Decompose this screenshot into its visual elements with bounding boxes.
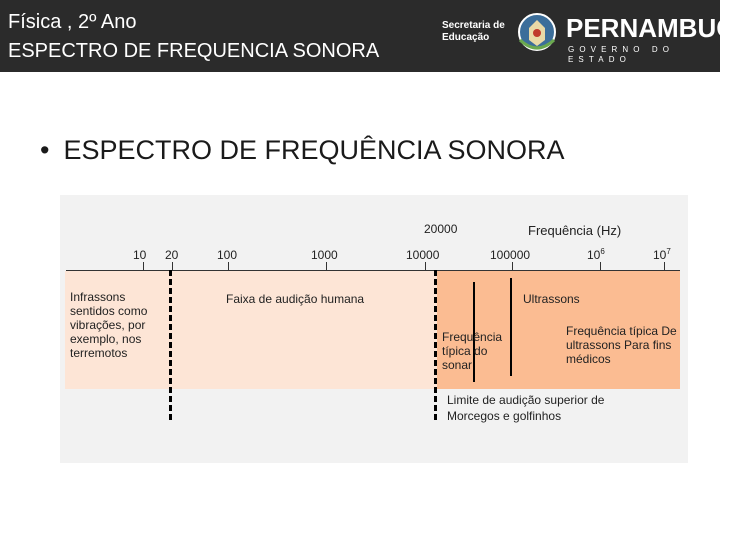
ultrasound-label: Ultrassons [523,292,580,306]
bats-dolphins-label-line1: Limite de audição superior de [447,393,605,407]
bullet-icon: • [40,135,50,165]
secretaria-label [442,20,505,44]
tick-label-20: 20 [165,248,179,262]
tick-mark-20 [172,262,173,271]
sonar-frequency-label: Frequência típica do sonar [442,330,503,372]
frequency-axis [66,270,680,271]
bats-dolphins-label-line2: Morcegos e golfinhos [447,409,562,423]
human-hearing-limit-dashed-line [434,270,437,420]
tick-label-1e6-base: 10 [587,248,601,262]
tick-mark-1e7 [664,262,665,271]
axis-title: Frequência (Hz) [528,223,622,238]
tick-label-1e6-exponent: 6 [600,247,605,256]
medical-ultrasound-label: Frequência típica De ultrassons Para fins médicos [566,324,677,366]
government-logo [442,8,755,64]
tick-mark-100000 [512,262,513,271]
tick-label-1000: 1000 [311,248,338,262]
tick-mark-1e6 [600,262,601,271]
tick-label-100: 100 [217,248,238,262]
header-title [8,8,379,66]
infrasound-label: Infrassons sentidos como vibrações, por exemplo, nos terremotos [70,290,148,360]
coat-of-arms-icon [516,10,558,56]
tick-mark-10000 [425,262,426,271]
secretaria-line2: Educação [442,32,490,43]
human-hearing-label: Faixa de audição humana [226,292,365,306]
brand-name: PERNAMBUCO [566,13,755,43]
tick-mark-100 [228,262,229,271]
tick-label-1e6 [587,248,605,262]
tick-label-10000: 10000 [406,248,440,262]
tick-label-20000: 20000 [424,222,458,236]
header-title-line1: Física , 2º Ano [8,11,137,33]
slide-title-text: ESPECTRO DE FREQUÊNCIA SONORA [63,135,565,165]
tick-mark-1000 [326,262,327,271]
tick-label-10: 10 [133,248,147,262]
tick-mark-10 [143,262,144,271]
secretaria-line1: Secretaria de [442,20,505,31]
tick-label-1e7 [653,248,671,262]
tick-label-100000: 100000 [490,248,531,262]
slide-header [0,0,755,72]
tick-label-1e7-base: 10 [653,248,667,262]
header-title-line2: ESPECTRO DE FREQUENCIA SONORA [8,40,380,62]
brand-subtitle: GOVERNO DO ESTADO [568,45,675,64]
slide-title [40,135,565,166]
tick-label-1e7-exponent: 7 [666,247,671,256]
